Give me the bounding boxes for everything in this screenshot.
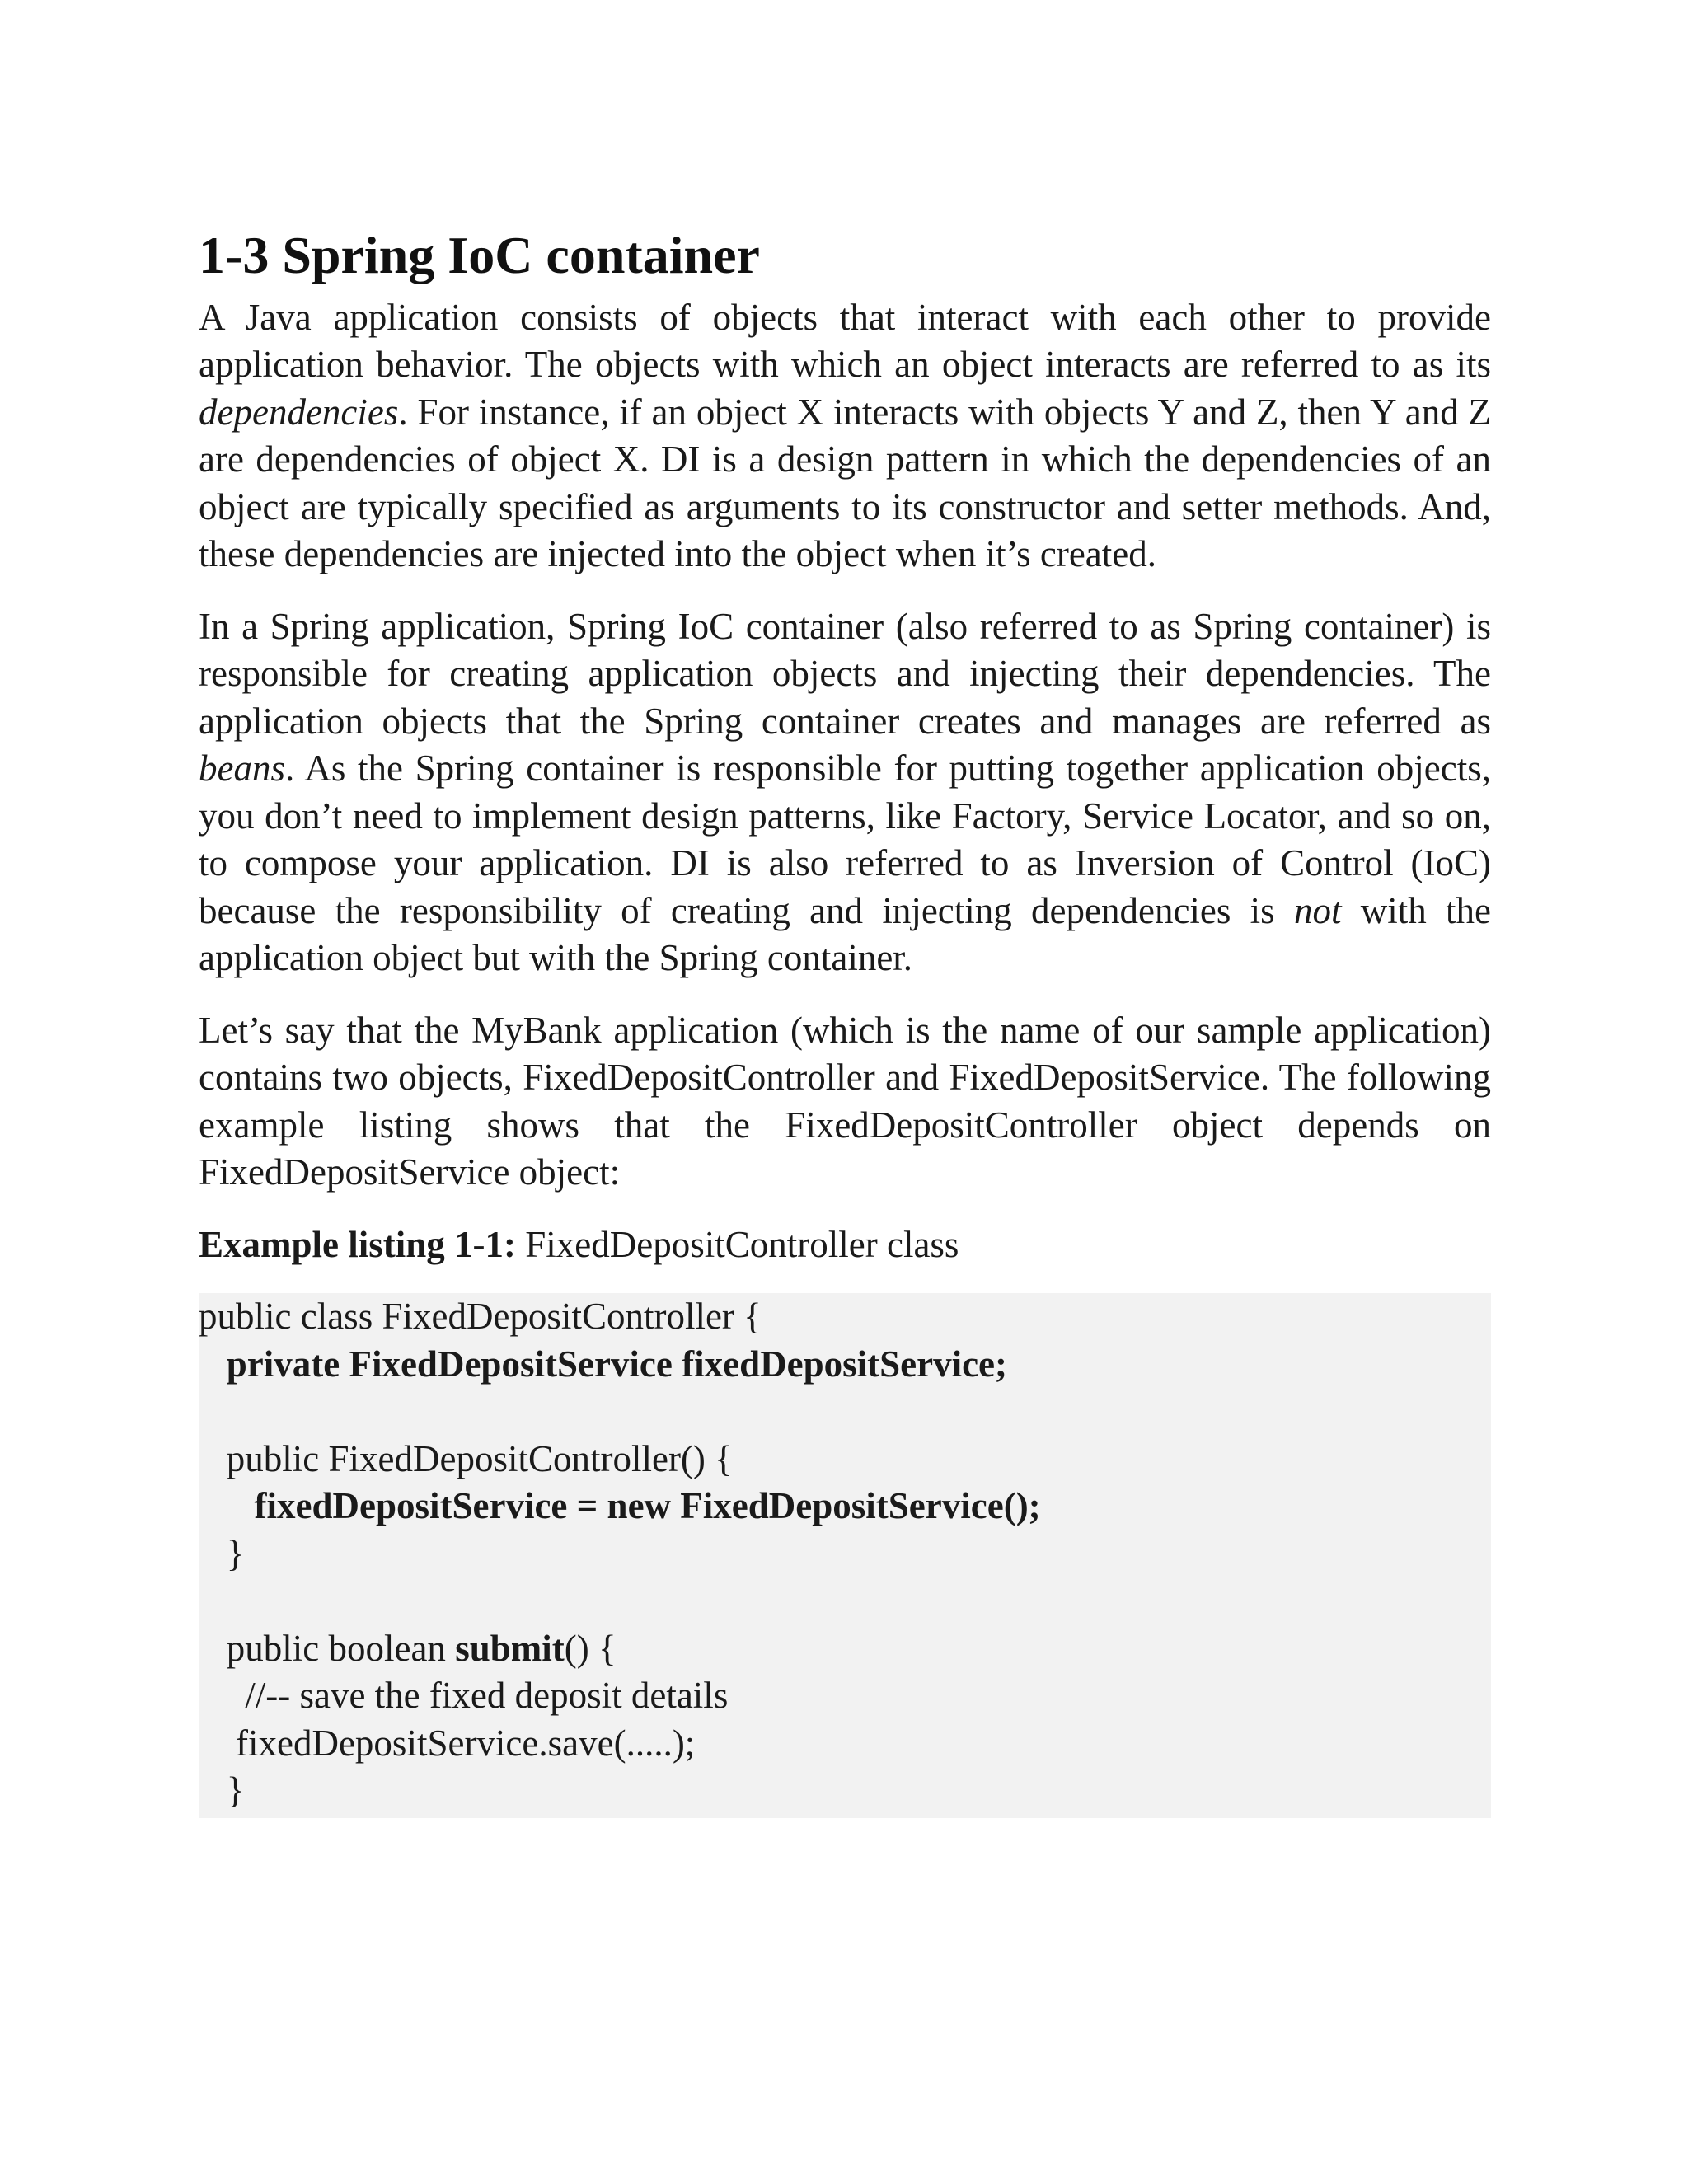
code-line: public class FixedDepositController {: [199, 1296, 762, 1338]
code-line: [199, 1577, 1491, 1625]
emphasis-beans: beans: [199, 748, 285, 790]
listing-caption: [199, 1221, 1491, 1269]
paragraph-ioc-container: [199, 603, 1491, 982]
code-comment-line: //-- save the fixed deposit details: [199, 1675, 729, 1717]
document-page: [199, 224, 1491, 1818]
code-text: public boolean: [199, 1627, 456, 1669]
listing-caption-text: FixedDepositController class: [516, 1223, 959, 1265]
listing-label: Example listing 1-1:: [199, 1223, 517, 1265]
paragraph-text: with the application object but with the Spring container.: [199, 889, 1491, 979]
code-line: [199, 1625, 1491, 1673]
paragraph-text: A Java application consists of objects that interact with each other to provide application behavior. The objects with which an object interacts are referred to as its: [199, 296, 1491, 386]
section-title: 1-3 Spring IoC container: [199, 226, 760, 284]
paragraph-mybank: Let’s say that the MyBank application (which is the name of our sample application) contains two objects, FixedDepositController and FixedDepositService. The following example listing shows that the FixedDepositController object depends on FixedDepositService object:: [199, 1009, 1491, 1193]
code-line: public FixedDepositController() {: [199, 1437, 733, 1479]
code-listing: [199, 1293, 1491, 1818]
code-text: () {: [564, 1627, 617, 1669]
paragraph-text: . For instance, if an object X interacts with objects Y and Z, then Y and Z are dependencies of object X. DI is a design pattern in which the dependencies of an object are typically specified as arguments to its constructor and setter methods. And, these dependencies are injected into the object when it’s created.: [199, 391, 1491, 575]
code-line: fixedDepositService = new FixedDepositService();: [199, 1485, 1041, 1527]
code-line: fixedDepositService.save(.....);: [199, 1722, 696, 1764]
code-method-name: submit: [455, 1627, 565, 1669]
code-line: }: [199, 1769, 245, 1811]
code-line: [199, 1388, 1491, 1436]
code-line: private FixedDepositService fixedDepositService;: [199, 1343, 1008, 1385]
paragraph-text: . As the Spring container is responsible for putting together application objects, you don’t need to implement design patterns, like Factory, Service Locator, and so on, to compose your application. DI is also referred to as Inversion of Control (IoC) because the responsibility of creating and injecting dependencies is: [199, 748, 1491, 931]
paragraph-dependencies: [199, 294, 1491, 579]
code-line: }: [199, 1532, 245, 1574]
paragraph-text: In a Spring application, Spring IoC container (also referred to as Spring container) is responsible for creating application objects and injecting their dependencies. The application objects that the Spring container creates and manages are referred as: [199, 605, 1491, 742]
emphasis-dependencies: dependencies: [199, 391, 399, 433]
emphasis-not: not: [1293, 889, 1342, 931]
